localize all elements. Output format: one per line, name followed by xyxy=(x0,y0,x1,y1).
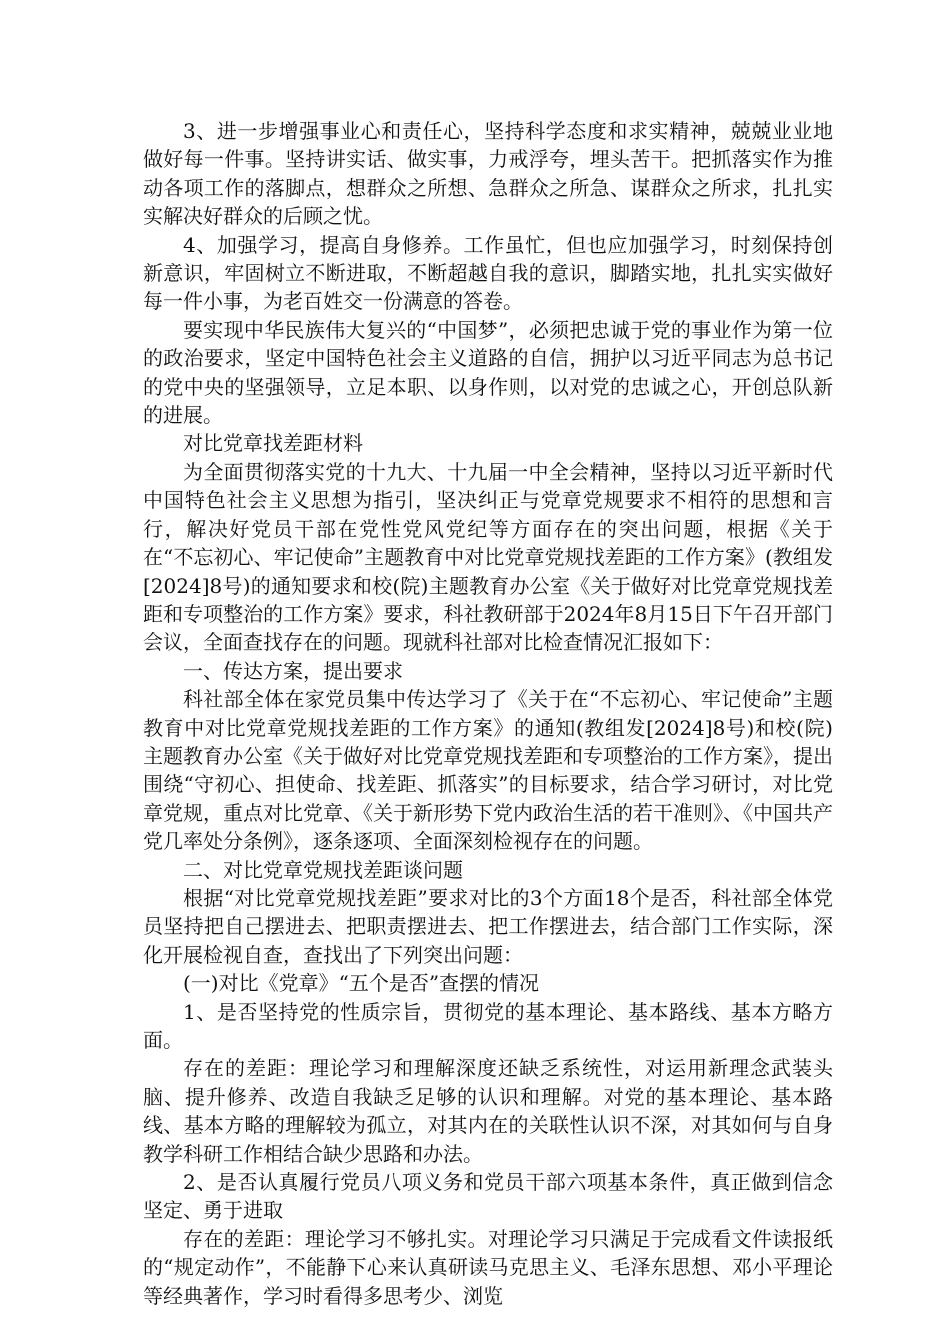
heading-two: 二、对比党章党规找差距谈问题 xyxy=(183,857,463,882)
subheading-five-whether: (一)对比《党章》“五个是否”查摆的情况 xyxy=(183,971,540,996)
paragraph-question-1: 1、是否坚持党的性质宗旨，贯彻党的基本理论、基本路线、基本方略方面。 xyxy=(143,999,833,1052)
paragraph-item-3: 3、进一步增强事业心和责任心，坚持科学态度和求实精神，兢兢业业地做好每一件事。坚持讲实话、做实事，力戒浮夸，埋头苦干。把抓落实作为推动各项工作的落脚点，想群众之所想、急群众之所急、谋群众之所求，扎扎实实解决好群众的后顾之忧。 xyxy=(143,119,833,229)
paragraph-intro: 为全面贯彻落实党的十九大、十九届一中全会精神，坚持以习近平新时代中国特色社会主义思想为指引，坚决纠正与党章党规要求不相符的思想和言行，解决好党员干部在党性党风党纪等方面存在的突出问题，根据《关于在“不忘初心、牢记使命”主题教育中对比党章党规找差距的工作方案》(教组发[2024]8号)的通知要求和校(院)主题教育办公室《关于做好对比党章党规找差距和专项整治的工作方案》要求，科社教研部于2024年8月15日下午召开部门会议，全面查找存在的问题。现就科社部对比检查情况汇报如下： xyxy=(143,459,833,655)
paragraph-gap-2: 存在的差距：理论学习不够扎实。对理论学习只满足于完成看文件读报纸的“规定动作”，不能静下心来认真研读马克思主义、毛泽东思想、邓小平理论等经典著作，学习时看得多思考少、浏览 xyxy=(143,1226,833,1308)
paragraph-question-2: 2、是否认真履行党员八项义务和党员干部六项基本条件，真正做到信念坚定、勇于进取 xyxy=(143,1170,833,1223)
paragraph-gap-1: 存在的差距：理论学习和理解深度还缺乏系统性，对运用新理念武装头脑、提升修养、改造自我缺乏足够的认识和理解。对党的基本理论、基本路线、基本方略的理解较为孤立，对其内在的关联性认识不深，对其如何与自身教学科研工作相结合缺少思路和办法。 xyxy=(143,1056,833,1166)
paragraph-basis: 根据“对比党章党规找差距”要求对比的3个方面18个是否，科社部全体党员坚持把自己摆进去、把职责摆进去、把工作摆进去，结合部门工作实际，深化开展检视自查，查找出了下列突出问题： xyxy=(143,885,833,967)
paragraph-item-4: 4、加强学习，提高自身修养。工作虽忙，但也应加强学习，时刻保持创新意识，牢固树立不断进取，不断超越自我的意识，脚踏实地，扎扎实实做好每一件小事，为老百姓交一份满意的答卷。 xyxy=(143,232,833,314)
heading-one: 一、传达方案，提出要求 xyxy=(183,658,403,683)
paragraph-china-dream: 要实现中华民族伟大复兴的“中国梦”，必须把忠诚于党的事业作为第一位的政治要求，坚定中国特色社会主义道路的自信，拥护以习近平同志为总书记的党中央的坚强领导，立足本职、以身作则，以对党的忠诚之心，开创总队新的进展。 xyxy=(143,317,833,428)
section-title: 对比党章找差距材料 xyxy=(183,431,363,456)
paragraph-convey: 科社部全体在家党员集中传达学习了《关于在“不忘初心、牢记使命”主题教育中对比党章党规找差距的工作方案》的通知(教组发[2024]8号)和校(院)主题教育办公室《关于做好对比党章党规找差距和专项整治的工作方案》，提出围绕“守初心、担使命、找差距、抓落实”的目标要求，结合学习研讨，对比党章党规，重点对比党章、《关于新形势下党内政治生活的若干准则》、《中国共产党几率处分条例》，逐条逐项、全面深刻检视存在的问题。 xyxy=(143,687,833,854)
document-body xyxy=(143,117,833,1310)
